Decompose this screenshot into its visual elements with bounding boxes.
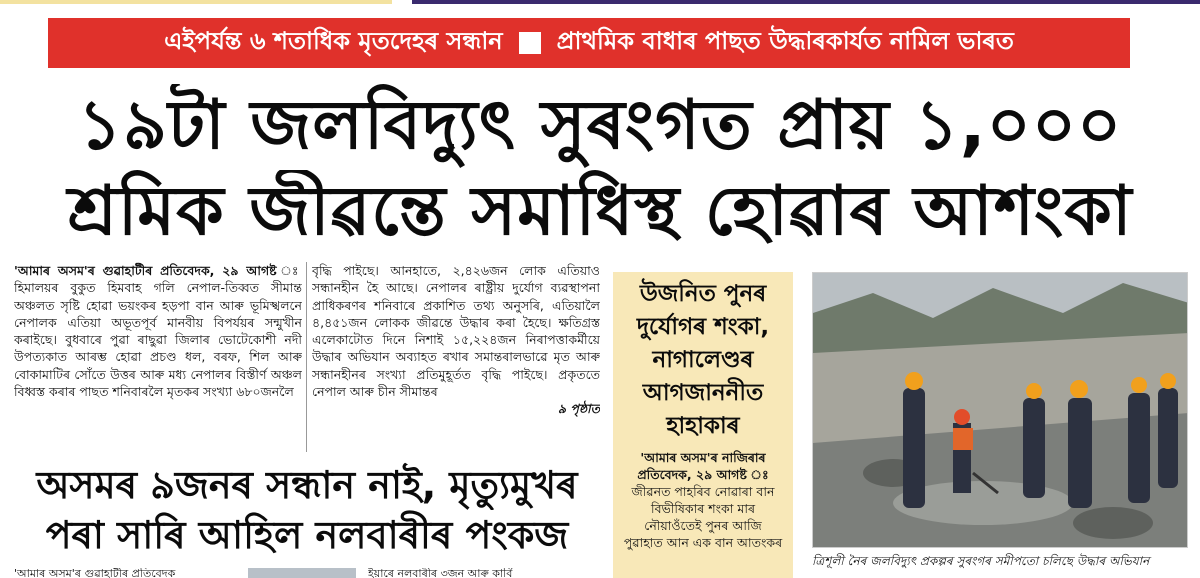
rescue-photo bbox=[812, 272, 1188, 548]
sidebar-headline: উজনিত পুনৰ দুৰ্যোগৰ শংকা, নাগালেণ্ডৰ আগজাননীত হাহাকাৰ bbox=[636, 281, 770, 439]
lead-story-column-2 bbox=[312, 262, 600, 452]
sidebar-body-block bbox=[613, 443, 793, 551]
headline-line-1: ১৯টা জলবিদ্যুৎ সুৰংগত প্ৰায় ১,০০০ bbox=[77, 86, 1123, 165]
second-headline-line-2: পৰা সাৰি আহিল নলবাৰীৰ পংকজ bbox=[45, 513, 569, 557]
second-story-photo bbox=[248, 568, 356, 578]
kicker-banner bbox=[48, 18, 1130, 68]
continued-on-page: ৯ পৃষ্ঠাত bbox=[557, 401, 600, 417]
lead-story-body-2: বৃদ্ধি পাইছে। আনহাতে, ২,৪২৬জন লোক এতিয়াও সন্ধানহীন হৈ আছে। নেপালৰ ৰাষ্ট্ৰীয় দুৰ্যোগ ব্যৱস্থাপনা প্ৰাধিকৰণৰ শনিবাৰে প্ৰকাশিত তথ্য অনুসৰি, এতিয়ালৈ ৪,৪৫১জন লোকক জীৱন্তে উদ্ধাৰ কৰা হৈছে। ক্ষতিগ্ৰস্ত এলেকাটোত দিনে নিশাই ১৫,২২৪জন নিৰাপত্তাকৰ্মীয়ে উদ্ধাৰ অভিযান অব্যাহত ৰখাৰ সমান্তৰালভাৱে মৃত আৰু সন্ধানহীনৰ সংখ্যা প্ৰতিমুহূৰ্তত বৃদ্ধি পাইছে। প্ৰকৃততে নেপাল আৰু চীন সীমান্তৰ bbox=[312, 263, 600, 400]
headline-line-2: শ্ৰমিক জীৱন্তে সমাধিস্থ হোৱাৰ আশংকা bbox=[67, 172, 1133, 251]
top-strip-right bbox=[412, 0, 1200, 4]
sidebar-byline: 'আমাৰ অসম'ৰ নাজিৰাৰ প্ৰতিবেদক, ২৯ আগষ্ট ঃ bbox=[637, 450, 769, 482]
sidebar-news-box bbox=[613, 272, 793, 578]
sidebar-body: জীৱনত পাহৰিব নোৱাৰা বান বিভীষিকাৰ শংকা মাৰ নৌয়াওঁতেই পুনৰ আজি পুৱাহাত আন এক বান আতংকৰ bbox=[623, 484, 783, 550]
second-headline-line-1: অসমৰ ৯জনৰ সন্ধান নাই, মৃত্যুমুখৰ bbox=[36, 463, 578, 507]
square-bullet-icon bbox=[519, 32, 541, 54]
lead-story-body-1: হিমালয়ৰ বুকুত হিমবাহ গলি নেপাল-তিব্বত সীমান্ত অঞ্চলত সৃষ্টি হোৱা ভয়ংকৰ হড়পা বান আৰু ভূমিস্খলনে নেপালক এতিয়া অভূতপূৰ্ব মানবীয় বিপৰ্যয়ৰ সন্মুখীন কৰাইছে। বুধবাৰে পুৱা ৰাছুৱা জিলাৰ ভোটেকোশী নদী উপত্যকাত আৰম্ভ হোৱা প্ৰচণ্ড ধল, বৰফ, শিল আৰু বোকামাটিৰ সোঁতে উত্তৰ আৰু মধ্য নেপালৰ বিস্তীৰ্ণ অঞ্চল বিধ্বস্ত কৰাৰ পাছত শনিবাৰলৈ মৃতকৰ সংখ্যা ৬৮০জনলৈ bbox=[14, 280, 302, 400]
second-story-byline: 'আমাৰ অসম'ৰ গুৱাহাটীৰ প্ৰতিবেদক bbox=[14, 568, 176, 578]
kicker-left-text: এইপৰ্যন্ত ৬ শতাধিক মৃতদেহৰ সন্ধান bbox=[164, 27, 503, 55]
lead-story-byline: 'আমাৰ অসম'ৰ গুৱাহাটীৰ প্ৰতিবেদক, ২৯ আগষ্ট bbox=[14, 263, 277, 278]
second-story-body: ইয়াৰে নলবাৰীৰ ৩জন আৰু কাৰ্বি bbox=[368, 568, 513, 578]
kicker-right-text: প্ৰাথমিক বাধাৰ পাছত উদ্ধাৰকাৰ্যত নামিল ভাৰত bbox=[556, 27, 1014, 55]
column-divider bbox=[306, 262, 307, 452]
lead-story-column-1 bbox=[14, 262, 302, 452]
photo-caption: ত্ৰিশূলী নৈৰ জলবিদ্যুৎ প্ৰকল্পৰ সুৰংগৰ সমীপতো চলিছে উদ্ধাৰ অভিযান bbox=[812, 554, 1150, 568]
top-strip-left bbox=[0, 0, 392, 4]
